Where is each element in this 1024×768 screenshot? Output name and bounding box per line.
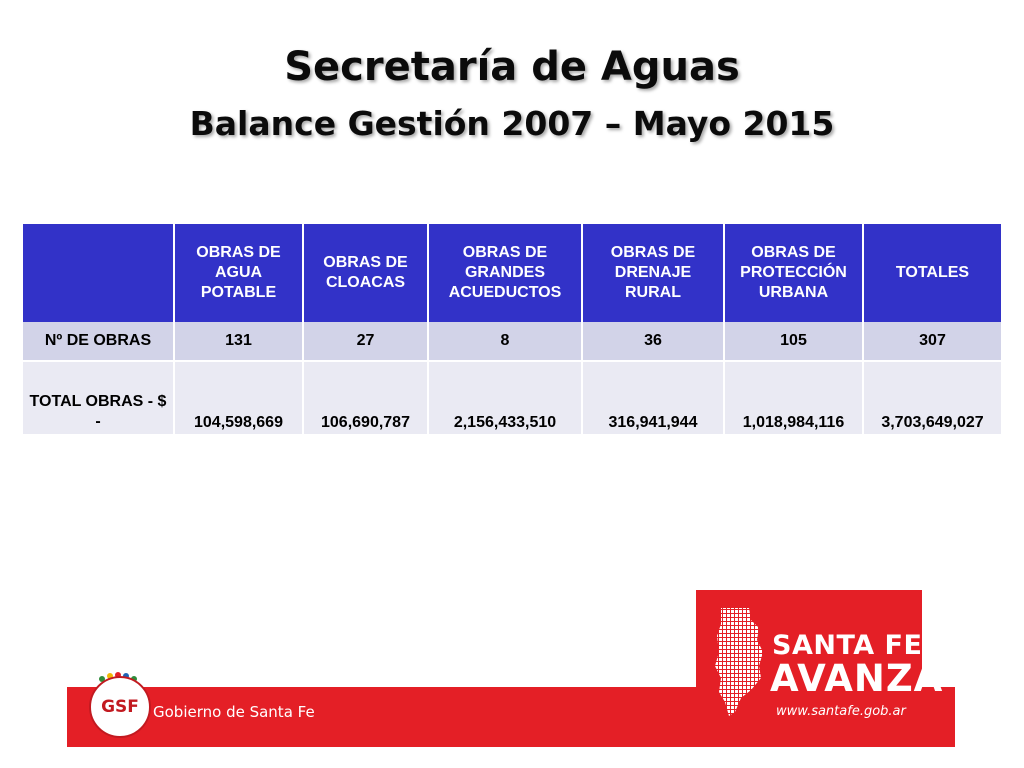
table-cell: 105 <box>724 322 863 361</box>
table-cell: 106,690,787 <box>303 361 428 434</box>
balance-table <box>23 224 1003 434</box>
column-header-grandes-acueductos: OBRAS DE GRANDES ACUEDUCTOS <box>428 224 582 322</box>
table-cell: 8 <box>428 322 582 361</box>
column-header-agua-potable: OBRAS DE AGUA POTABLE <box>174 224 303 322</box>
table-cell: 131 <box>174 322 303 361</box>
table-cell: 2,156,433,510 <box>428 361 582 434</box>
title-main: Secretaría de Aguas <box>284 44 740 90</box>
brand-line-1: SANTA FE <box>772 630 923 661</box>
table-cell: 3,703,649,027 <box>863 361 1002 434</box>
table-cell: 316,941,944 <box>582 361 724 434</box>
government-name: Gobierno de Santa Fe <box>153 703 315 721</box>
row-label-numero-obras: Nº DE OBRAS <box>23 322 174 361</box>
table-header-row <box>23 224 1002 322</box>
website-link[interactable]: www.santafe.gob.ar <box>776 704 906 719</box>
column-header-cloacas: OBRAS DE CLOACAS <box>303 224 428 322</box>
table-row <box>23 322 1002 361</box>
column-header-totales: TOTALES <box>863 224 1002 322</box>
column-header-drenaje-rural: OBRAS DE DRENAJE RURAL <box>582 224 724 322</box>
santa-fe-map-icon <box>711 606 767 718</box>
gsf-logo: GSF <box>91 678 149 736</box>
column-header-empty <box>23 224 174 322</box>
table-row <box>23 361 1002 434</box>
title-sub: Balance Gestión 2007 – Mayo 2015 <box>189 104 835 143</box>
table-cell: 36 <box>582 322 724 361</box>
table-cell: 1,018,984,116 <box>724 361 863 434</box>
table-cell: 27 <box>303 322 428 361</box>
row-label-total-obras: TOTAL OBRAS - $ - <box>23 361 174 434</box>
brand-line-2: AVANZA <box>770 657 944 700</box>
table-cell: 307 <box>863 322 1002 361</box>
table-cell: 104,598,669 <box>174 361 303 434</box>
column-header-proteccion-urbana: OBRAS DE PROTECCIÓN URBANA <box>724 224 863 322</box>
